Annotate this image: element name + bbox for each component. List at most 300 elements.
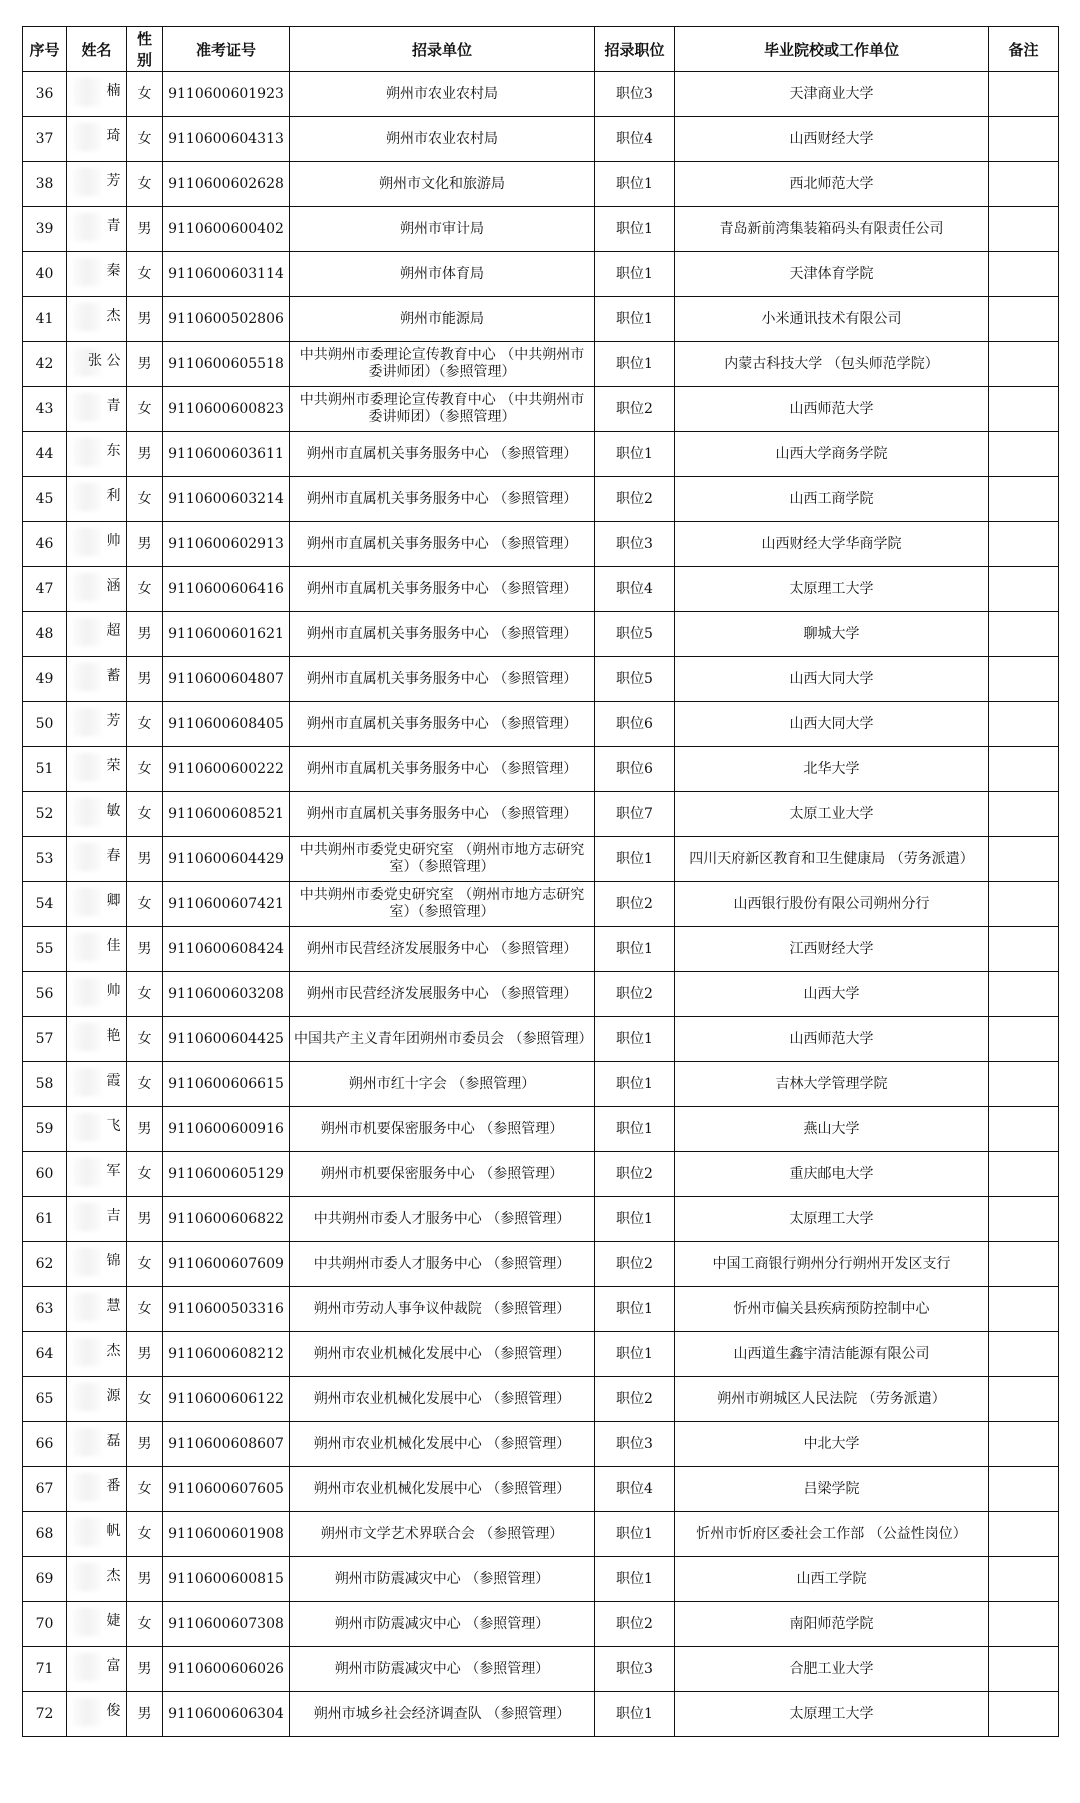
exam-id-cell: 9110600600402 [163,207,290,252]
exam-id-cell: 9110600604313 [163,117,290,162]
unit-cell: 朔州市红十字会 （参照管理） [290,1062,595,1107]
note-cell [989,117,1059,162]
note-cell [989,1377,1059,1422]
sex-cell: 男 [127,1197,163,1242]
school-cell: 山西道生鑫宇清洁能源有限公司 [675,1332,989,1377]
school-cell: 忻州市偏关县疾病预防控制中心 [675,1287,989,1332]
name-cell [67,1062,127,1107]
name-cell [67,1287,127,1332]
table-row [23,837,1059,882]
position-cell: 职位6 [595,702,675,747]
sex-cell: 女 [127,792,163,837]
exam-id-cell: 9110600606122 [163,1377,290,1422]
header-number: 序号 [23,27,67,72]
header-position: 招录职位 [595,27,675,72]
header-unit: 招录单位 [290,27,595,72]
table-row [23,1197,1059,1242]
position-cell: 职位1 [595,162,675,207]
note-cell [989,297,1059,342]
row-number-cell: 46 [23,522,67,567]
sex-cell: 男 [127,927,163,972]
row-number-cell: 72 [23,1692,67,1737]
sex-cell: 男 [127,612,163,657]
table-row [23,297,1059,342]
name-cell [67,747,127,792]
row-number-cell: 37 [23,117,67,162]
name-cell [67,1107,127,1152]
name-text: 芳 [106,712,121,729]
name-text: 青 [106,217,121,234]
position-cell: 职位4 [595,567,675,612]
note-cell [989,747,1059,792]
position-cell: 职位7 [595,792,675,837]
note-cell [989,702,1059,747]
exam-id-cell: 9110600608521 [163,792,290,837]
name-cell [67,522,127,567]
name-cell [67,297,127,342]
name-cell [67,1332,127,1377]
position-cell: 职位2 [595,1152,675,1197]
exam-id-cell: 9110600600222 [163,747,290,792]
position-cell: 职位1 [595,207,675,252]
table-row [23,72,1059,117]
row-number-cell: 36 [23,72,67,117]
name-cell [67,162,127,207]
sex-cell: 男 [127,657,163,702]
unit-cell: 朔州市审计局 [290,207,595,252]
sex-cell: 男 [127,1692,163,1737]
unit-cell: 朔州市直属机关事务服务中心 （参照管理） [290,657,595,702]
sex-cell: 女 [127,72,163,117]
header-name: 姓名 [67,27,127,72]
note-cell [989,1692,1059,1737]
sex-cell: 男 [127,1647,163,1692]
school-cell: 四川天府新区教育和卫生健康局 （劳务派遣） [675,837,989,882]
name-cell [67,1647,127,1692]
school-cell: 太原理工大学 [675,1197,989,1242]
row-number-cell: 45 [23,477,67,522]
name-cell [67,1692,127,1737]
exam-id-cell: 9110600606304 [163,1692,290,1737]
position-cell: 职位2 [595,1242,675,1287]
sex-cell: 女 [127,252,163,297]
exam-id-cell: 9110600604429 [163,837,290,882]
exam-id-cell: 9110600605518 [163,342,290,387]
name-text: 张 公 [88,352,121,369]
position-cell: 职位1 [595,1107,675,1152]
name-text: 霞 [106,1072,121,1089]
note-cell [989,927,1059,972]
note-cell [989,1332,1059,1377]
name-text: 婕 [106,1612,121,1629]
exam-id-cell: 9110600606822 [163,1197,290,1242]
table-row [23,1512,1059,1557]
unit-cell: 朔州市直属机关事务服务中心 （参照管理） [290,792,595,837]
name-text: 杰 [106,1567,121,1584]
name-text: 东 [106,442,121,459]
row-number-cell: 71 [23,1647,67,1692]
school-cell: 南阳师范学院 [675,1602,989,1647]
name-text: 芳 [106,172,121,189]
name-cell [67,252,127,297]
row-number-cell: 53 [23,837,67,882]
school-cell: 山西大学商务学院 [675,432,989,477]
school-cell: 聊城大学 [675,612,989,657]
note-cell [989,972,1059,1017]
note-cell [989,207,1059,252]
table-row [23,1602,1059,1647]
name-cell [67,657,127,702]
table-row [23,1377,1059,1422]
name-cell [67,387,127,432]
exam-id-cell: 9110600608405 [163,702,290,747]
unit-cell: 朔州市文学艺术界联合会 （参照管理） [290,1512,595,1557]
sex-cell: 女 [127,1377,163,1422]
note-cell [989,522,1059,567]
position-cell: 职位1 [595,1017,675,1062]
exam-id-cell: 9110600502806 [163,297,290,342]
row-number-cell: 38 [23,162,67,207]
name-text: 蓄 [106,667,121,684]
name-text: 青 [106,397,121,414]
unit-cell: 朔州市农业机械化发展中心 （参照管理） [290,1467,595,1512]
table-row [23,972,1059,1017]
table-row [23,927,1059,972]
sex-cell: 女 [127,162,163,207]
unit-cell: 朔州市城乡社会经济调查队 （参照管理） [290,1692,595,1737]
table-row [23,567,1059,612]
name-text: 锦 [106,1252,121,1269]
name-text: 吉 [106,1207,121,1224]
note-cell [989,567,1059,612]
unit-cell: 中共朔州市委人才服务中心 （参照管理） [290,1197,595,1242]
position-cell: 职位5 [595,657,675,702]
position-cell: 职位2 [595,477,675,522]
exam-id-cell: 9110600607308 [163,1602,290,1647]
table-row [23,882,1059,927]
name-text: 帅 [106,982,121,999]
position-cell: 职位2 [595,1377,675,1422]
sex-cell: 男 [127,1107,163,1152]
name-text: 番 [106,1477,121,1494]
table-row [23,162,1059,207]
sex-cell: 女 [127,1062,163,1107]
table-row [23,1557,1059,1602]
unit-cell: 朔州市防震减灾中心 （参照管理） [290,1602,595,1647]
name-cell [67,792,127,837]
school-cell: 山西师范大学 [675,1017,989,1062]
exam-id-cell: 9110600600823 [163,387,290,432]
school-cell: 吕梁学院 [675,1467,989,1512]
sex-cell: 男 [127,1422,163,1467]
unit-cell: 朔州市防震减灾中心 （参照管理） [290,1647,595,1692]
school-cell: 山西大学 [675,972,989,1017]
header-exam-id: 准考证号 [163,27,290,72]
name-text: 春 [106,847,121,864]
position-cell: 职位4 [595,1467,675,1512]
note-cell [989,882,1059,927]
row-number-cell: 57 [23,1017,67,1062]
sex-cell: 女 [127,477,163,522]
note-cell [989,1242,1059,1287]
position-cell: 职位1 [595,1692,675,1737]
sex-cell: 男 [127,207,163,252]
row-number-cell: 62 [23,1242,67,1287]
position-cell: 职位1 [595,927,675,972]
name-text: 杰 [106,1342,121,1359]
name-cell [67,837,127,882]
exam-id-cell: 9110600604425 [163,1017,290,1062]
unit-cell: 朔州市体育局 [290,252,595,297]
position-cell: 职位1 [595,432,675,477]
unit-cell: 朔州市直属机关事务服务中心 （参照管理） [290,477,595,522]
unit-cell: 朔州市农业机械化发展中心 （参照管理） [290,1422,595,1467]
school-cell: 太原工业大学 [675,792,989,837]
note-cell [989,1197,1059,1242]
admission-table [22,26,1059,1737]
row-number-cell: 40 [23,252,67,297]
note-cell [989,1287,1059,1332]
row-number-cell: 50 [23,702,67,747]
unit-cell: 中共朔州市委党史研究室 （朔州市地方志研究室）（参照管理） [290,837,595,882]
sex-cell: 女 [127,1512,163,1557]
row-number-cell: 69 [23,1557,67,1602]
sex-cell: 男 [127,522,163,567]
note-cell [989,1422,1059,1467]
position-cell: 职位1 [595,1197,675,1242]
school-cell: 山西工商学院 [675,477,989,522]
unit-cell: 朔州市直属机关事务服务中心 （参照管理） [290,702,595,747]
exam-id-cell: 9110600608607 [163,1422,290,1467]
name-cell [67,882,127,927]
table-row [23,207,1059,252]
table-row [23,1467,1059,1512]
row-number-cell: 52 [23,792,67,837]
sex-cell: 女 [127,1287,163,1332]
note-cell [989,1062,1059,1107]
exam-id-cell: 9110600602913 [163,522,290,567]
sex-cell: 女 [127,117,163,162]
name-cell [67,1557,127,1602]
note-cell [989,1017,1059,1062]
unit-cell: 中国共产主义青年团朔州市委员会 （参照管理） [290,1017,595,1062]
note-cell [989,1107,1059,1152]
unit-cell: 朔州市直属机关事务服务中心 （参照管理） [290,747,595,792]
row-number-cell: 56 [23,972,67,1017]
row-number-cell: 51 [23,747,67,792]
unit-cell: 朔州市直属机关事务服务中心 （参照管理） [290,522,595,567]
table-row [23,1332,1059,1377]
unit-cell: 朔州市机要保密服务中心 （参照管理） [290,1107,595,1152]
note-cell [989,1647,1059,1692]
exam-id-cell: 9110600601908 [163,1512,290,1557]
exam-id-cell: 9110600607609 [163,1242,290,1287]
table-row [23,1017,1059,1062]
name-text: 佳 [106,937,121,954]
position-cell: 职位2 [595,1602,675,1647]
note-cell [989,72,1059,117]
name-text: 源 [106,1387,121,1404]
school-cell: 燕山大学 [675,1107,989,1152]
sex-cell: 男 [127,297,163,342]
document-page [22,26,1058,1737]
name-cell [67,1152,127,1197]
name-text: 荣 [106,757,121,774]
table-row [23,1422,1059,1467]
sex-cell: 女 [127,1467,163,1512]
table-row [23,1107,1059,1152]
note-cell [989,837,1059,882]
school-cell: 中国工商银行朔州分行朔州开发区支行 [675,1242,989,1287]
school-cell: 山西银行股份有限公司朔州分行 [675,882,989,927]
header-sex: 性别 [127,27,163,72]
sex-cell: 男 [127,432,163,477]
position-cell: 职位1 [595,1062,675,1107]
sex-cell: 女 [127,702,163,747]
exam-id-cell: 9110600603611 [163,432,290,477]
exam-id-cell: 9110600601621 [163,612,290,657]
table-row [23,1152,1059,1197]
table-row [23,1287,1059,1332]
position-cell: 职位3 [595,1647,675,1692]
name-text: 敏 [106,802,121,819]
position-cell: 职位3 [595,1422,675,1467]
sex-cell: 女 [127,972,163,1017]
name-text: 飞 [106,1117,121,1134]
row-number-cell: 67 [23,1467,67,1512]
name-text: 超 [106,622,121,639]
unit-cell: 朔州市防震减灾中心 （参照管理） [290,1557,595,1602]
unit-cell: 朔州市直属机关事务服务中心 （参照管理） [290,432,595,477]
unit-cell: 朔州市农业机械化发展中心 （参照管理） [290,1377,595,1422]
school-cell: 太原理工大学 [675,1692,989,1737]
name-cell [67,1602,127,1647]
table-row [23,522,1059,567]
row-number-cell: 55 [23,927,67,972]
note-cell [989,432,1059,477]
table-row [23,1062,1059,1107]
exam-id-cell: 9110600603214 [163,477,290,522]
row-number-cell: 65 [23,1377,67,1422]
school-cell: 吉林大学管理学院 [675,1062,989,1107]
school-cell: 江西财经大学 [675,927,989,972]
name-cell [67,972,127,1017]
school-cell: 中北大学 [675,1422,989,1467]
school-cell: 山西大同大学 [675,657,989,702]
exam-id-cell: 9110600607605 [163,1467,290,1512]
table-row [23,252,1059,297]
note-cell [989,657,1059,702]
name-cell [67,567,127,612]
name-text: 杰 [106,307,121,324]
school-cell: 青岛新前湾集装箱码头有限责任公司 [675,207,989,252]
position-cell: 职位3 [595,72,675,117]
sex-cell: 女 [127,1017,163,1062]
name-cell [67,117,127,162]
school-cell: 小米通讯技术有限公司 [675,297,989,342]
name-cell [67,1377,127,1422]
name-cell [67,72,127,117]
unit-cell: 中共朔州市委人才服务中心 （参照管理） [290,1242,595,1287]
unit-cell: 朔州市农业机械化发展中心 （参照管理） [290,1332,595,1377]
sex-cell: 男 [127,1332,163,1377]
name-cell [67,342,127,387]
note-cell [989,162,1059,207]
table-row [23,117,1059,162]
exam-id-cell: 9110600608424 [163,927,290,972]
position-cell: 职位1 [595,837,675,882]
sex-cell: 女 [127,1602,163,1647]
school-cell: 山西财经大学华商学院 [675,522,989,567]
name-cell [67,927,127,972]
row-number-cell: 43 [23,387,67,432]
unit-cell: 朔州市民营经济发展服务中心 （参照管理） [290,927,595,972]
school-cell: 天津体育学院 [675,252,989,297]
table-row [23,387,1059,432]
school-cell: 北华大学 [675,747,989,792]
exam-id-cell: 9110600605129 [163,1152,290,1197]
school-cell: 天津商业大学 [675,72,989,117]
unit-cell: 朔州市能源局 [290,297,595,342]
position-cell: 职位4 [595,117,675,162]
position-cell: 职位1 [595,342,675,387]
row-number-cell: 39 [23,207,67,252]
row-number-cell: 59 [23,1107,67,1152]
table-row [23,792,1059,837]
position-cell: 职位2 [595,387,675,432]
note-cell [989,1512,1059,1557]
table-row [23,702,1059,747]
position-cell: 职位1 [595,1287,675,1332]
table-row [23,747,1059,792]
sex-cell: 女 [127,1152,163,1197]
sex-cell: 女 [127,387,163,432]
unit-cell: 朔州市直属机关事务服务中心 （参照管理） [290,612,595,657]
position-cell: 职位1 [595,1512,675,1557]
unit-cell: 朔州市直属机关事务服务中心 （参照管理） [290,567,595,612]
unit-cell: 朔州市农业农村局 [290,72,595,117]
unit-cell: 中共朔州市委党史研究室 （朔州市地方志研究室）（参照管理） [290,882,595,927]
note-cell [989,1557,1059,1602]
school-cell: 朔州市朔城区人民法院 （劳务派遣） [675,1377,989,1422]
sex-cell: 女 [127,747,163,792]
row-number-cell: 63 [23,1287,67,1332]
name-text: 帅 [106,532,121,549]
name-text: 磊 [106,1432,121,1449]
position-cell: 职位2 [595,882,675,927]
name-cell [67,432,127,477]
name-cell [67,207,127,252]
school-cell: 山西财经大学 [675,117,989,162]
table-row [23,477,1059,522]
school-cell: 重庆邮电大学 [675,1152,989,1197]
name-text: 帆 [106,1522,121,1539]
name-text: 利 [106,487,121,504]
row-number-cell: 70 [23,1602,67,1647]
name-text: 秦 [106,262,121,279]
name-text: 富 [106,1657,121,1674]
row-number-cell: 66 [23,1422,67,1467]
unit-cell: 朔州市民营经济发展服务中心 （参照管理） [290,972,595,1017]
note-cell [989,252,1059,297]
name-cell [67,1467,127,1512]
table-row [23,1242,1059,1287]
name-text: 楠 [106,82,121,99]
position-cell: 职位1 [595,1557,675,1602]
name-cell [67,1242,127,1287]
sex-cell: 男 [127,837,163,882]
table-row [23,1692,1059,1737]
